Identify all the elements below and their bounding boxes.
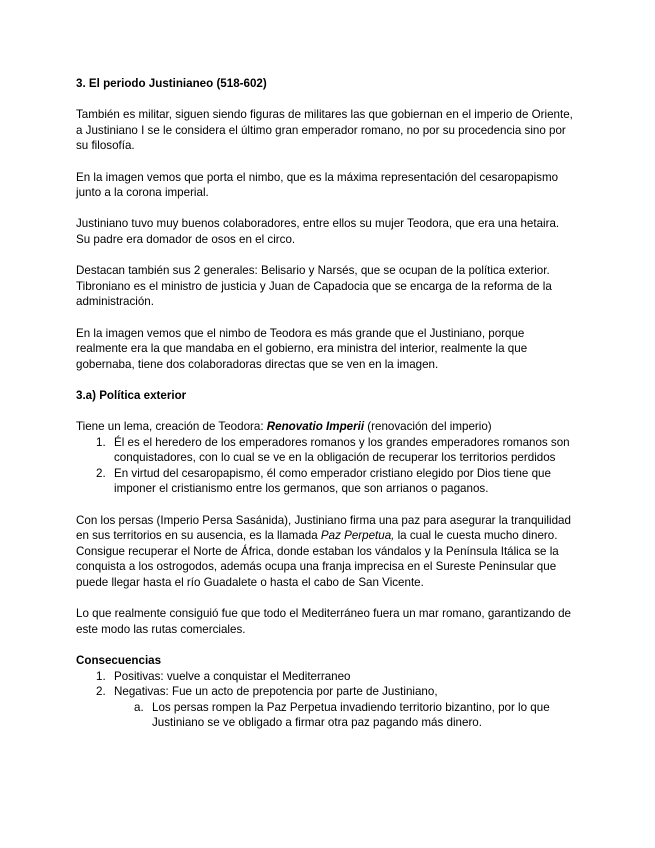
persas-text-end: la cual le cuesta mucho dinero. (394, 529, 558, 543)
section-title: 3. El periodo Justinianeo (518-602) (76, 77, 267, 90)
paragraph-persas (76, 513, 576, 544)
paragraph-africa: Consigue recuperar el Norte de África, donde estaban los vándalos y la Península Itálica se la conquista a los ostrogodos, además ocupa una franja imprecisa en el Sureste Peninsular que puede llegar hasta el río Guadalete o hasta el cabo de San Vicente. (76, 544, 559, 589)
sub-list-letter: a. (134, 700, 144, 714)
sub-list-text: Los persas rompen la Paz Perpetua invadiendo territorio bizantino, por lo que Justiniano se ve obligado a firmar otra paz pagando más dinero. (152, 700, 550, 730)
paragraph-mediterraneo: Lo que realmente consiguió fue que todo el Mediterráneo fuera un mar romano, garantizando de este modo las rutas comerciales. (76, 607, 571, 636)
subsection-heading-politica-exterior: 3.a) Política exterior (76, 388, 187, 402)
document-page (76, 76, 576, 731)
list-item (76, 435, 576, 466)
list-item (76, 684, 576, 700)
consecuencias-heading: Consecuencias (76, 653, 162, 667)
list-number: 1. (96, 435, 106, 449)
list-number: 2. (96, 466, 106, 480)
lema-line (76, 419, 576, 435)
list-text: Negativas: Fue un acto de prepotencia por parte de Justiniano, (114, 685, 438, 699)
lema-title: Renovatio Imperii (266, 420, 365, 434)
lema-translation: (renovación del imperio) (364, 420, 492, 434)
paragraph-4: Destacan también sus 2 generales: Belisario y Narsés, que se ocupan de la política exterior. Tibroniano es el ministro de justicia y Juan de Capadocia que se encarga de la reforma de la administración. (76, 264, 552, 309)
list-text: En virtud del cesaropapismo, él como emperador cristiano elegido por Dios tiene que imponer el cristianismo entre los germanos, que son arrianos o paganos. (114, 466, 551, 496)
list-text: Positivas: vuelve a conquistar el Mediterraneo (114, 669, 351, 683)
sub-list-item (76, 700, 576, 731)
list-number: 1. (96, 669, 106, 683)
paragraph-2: En la imagen vemos que porta el nimbo, que es la máxima representación del cesaropapismo junto a la corona imperial. (76, 170, 559, 200)
paragraph-1: También es militar, siguen siendo figuras de militares las que gobiernan en el imperio de Oriente, a Justiniano I se le considera el último gran emperador romano, no por su procedencia sino por su filosofía. (76, 108, 573, 153)
list-item (76, 669, 576, 685)
list-text: Él es el heredero de los emperadores romanos y los grandes emperadores romanos son conquistadores, con lo cual se ve en la obligación de recuperar los territorios perdidos (114, 435, 570, 465)
list-number: 2. (96, 685, 106, 699)
paz-perpetua-term: Paz Perpetua, (320, 529, 395, 543)
paragraph-3: Justiniano tuvo muy buenos colaboradores, entre ellos su mujer Teodora, que era una hetaira. Su padre era domador de osos en el circo. (76, 217, 560, 246)
paragraph-5: En la imagen vemos que el nimbo de Teodora es más grande que el Justiniano, porque realmente era la que mandaba en el gobierno, era ministra del interior, realmente la que gobernaba, tiene dos colaboradoras directas que se ven en la imagen. (76, 326, 528, 371)
list-item (76, 466, 576, 497)
persas-text: Con los persas (Imperio Persa Sasánida), Justiniano firma una paz para asegurar la tranquilidad en sus territorios en su ausencia, es la llamada (76, 513, 571, 543)
lema-intro: Tiene un lema, creación de Teodora: (76, 420, 267, 434)
lema-reasons-list (76, 435, 576, 497)
consecuencias-list (76, 669, 576, 731)
